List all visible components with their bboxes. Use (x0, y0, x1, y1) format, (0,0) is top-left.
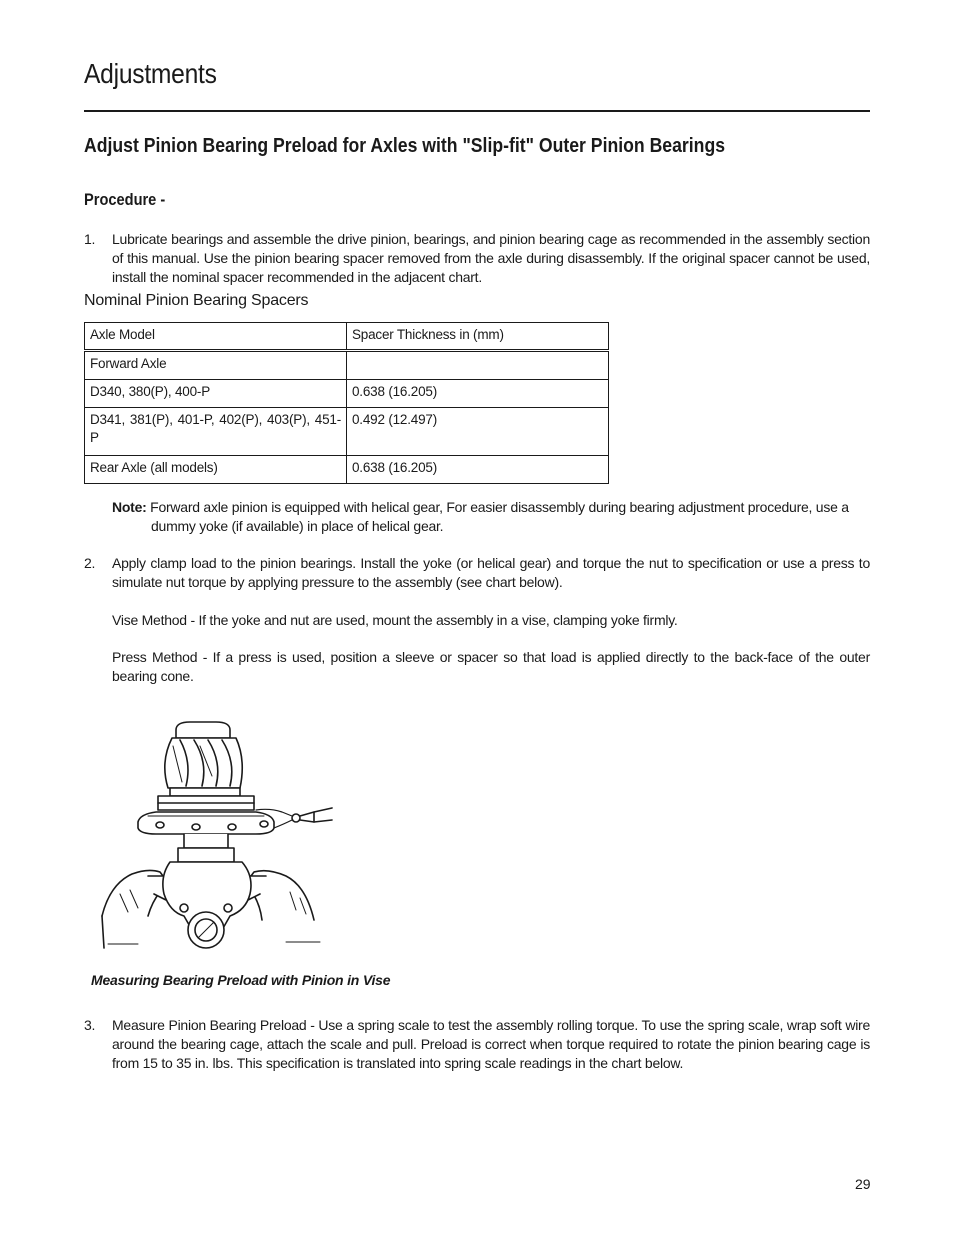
step-2 (84, 554, 870, 592)
procedure-label: Procedure - (84, 190, 166, 209)
note-label: Note: (112, 499, 147, 515)
table-cell: 0.638 (16.205) (347, 456, 609, 484)
procedure-heading: Adjust Pinion Bearing Preload for Axles with "Slip-fit" Outer Pinion Bearings (84, 134, 726, 157)
spacer-table (84, 322, 609, 484)
table-cell: Rear Axle (all models) (85, 456, 347, 484)
step-number: 3. (84, 1017, 96, 1033)
press-method-text: Press Method - If a press is used, position a sleeve or spacer so that load is applied directly to the back-face of the outer bearing cone. (112, 649, 870, 684)
table-header-cell: Spacer Thickness in (mm) (347, 323, 609, 351)
section-title: Adjustments (84, 58, 217, 89)
vise-method-text: Vise Method - If the yoke and nut are used, mount the assembly in a vise, clamping yoke firmly. (112, 612, 678, 628)
figure-caption: Measuring Bearing Preload with Pinion in Vise (91, 972, 391, 988)
table-row (85, 408, 609, 456)
table-header-row (85, 323, 609, 351)
pinion-in-vise-illustration (100, 716, 340, 956)
table-cell: 0.638 (16.205) (347, 380, 609, 408)
step-1 (84, 230, 870, 287)
table-cell (347, 351, 609, 380)
step-text: Measure Pinion Bearing Preload - Use a spring scale to test the assembly rolling torque. To use the spring scale, wrap soft wire around the bearing cage, attach the scale and pull. Preload is correct when torque required to rotate the pinion bearing cage is from 15 to 35 in. lbs. This specification is translated into spring scale readings in the chart below. (112, 1017, 870, 1071)
table-row (85, 456, 609, 484)
table-caption: Nominal Pinion Bearing Spacers (84, 292, 309, 309)
step-3 (84, 1016, 870, 1073)
note-text-line-2: dummy yoke (if available) in place of helical gear. (151, 518, 444, 534)
step-number: 2. (84, 555, 96, 571)
table-cell: D340, 380(P), 400-P (85, 380, 347, 408)
note-text-line-1: Forward axle pinion is equipped with helical gear, For easier disassembly during bearing adjustment procedure, use a (150, 499, 849, 515)
step-text: Apply clamp load to the pinion bearings. Install the yoke (or helical gear) and torque the nut to specification or use a press to simulate nut torque by applying pressure to the assembly (see chart below). (112, 555, 870, 590)
header-rule (84, 110, 870, 112)
table-row (85, 351, 609, 380)
page-number: 29 (855, 1176, 871, 1192)
table-cell: 0.492 (12.497) (347, 408, 609, 456)
table-header-cell: Axle Model (85, 323, 347, 351)
step-text: Lubricate bearings and assemble the drive pinion, bearings, and pinion bearing cage as recommended in the assembly section of this manual. Use the pinion bearing spacer removed from the axle during disassembly. If the original spacer cannot be used, install the nominal spacer recommended in the adjacent chart. (112, 231, 870, 285)
table-row (85, 380, 609, 408)
table-cell: Forward Axle (85, 351, 347, 380)
table-cell: D341, 381(P), 401-P, 402(P), 403(P), 451-P (85, 408, 347, 456)
step-number: 1. (84, 231, 96, 247)
note (112, 498, 870, 536)
